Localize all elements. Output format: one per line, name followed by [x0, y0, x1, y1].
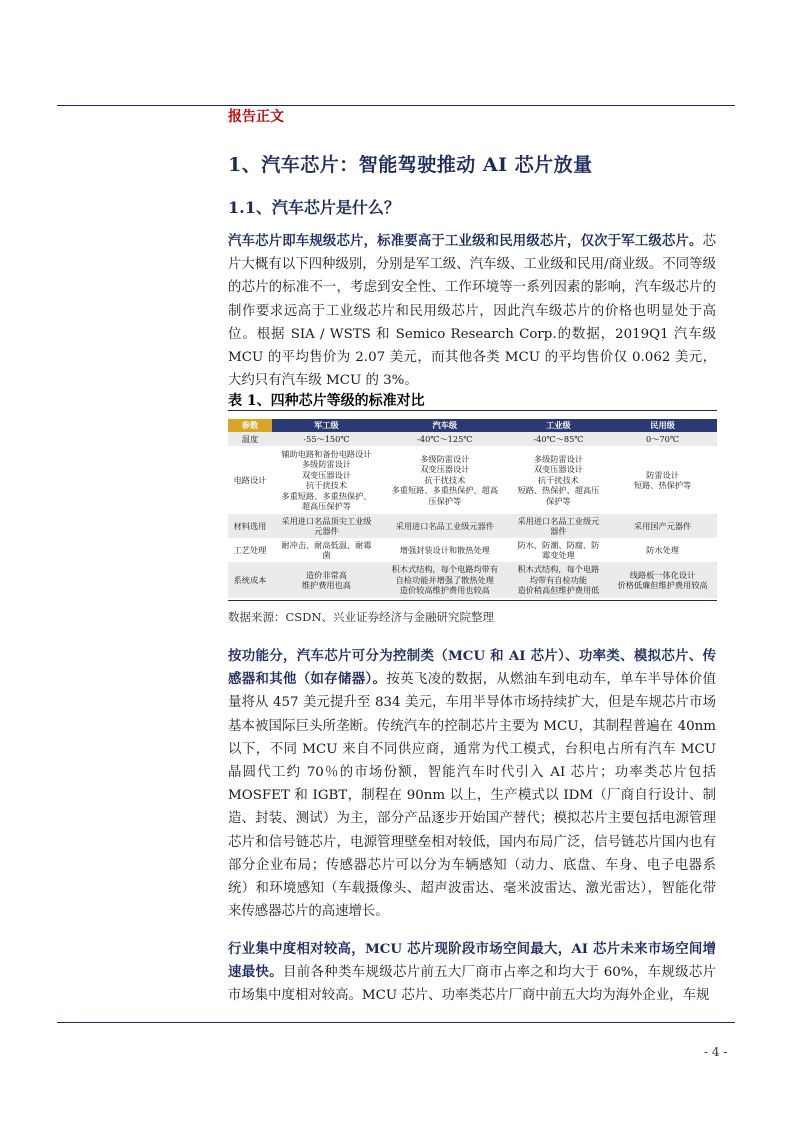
heading-1: 1、汽车芯片：智能驾驶推动 AI 芯片放量	[228, 154, 593, 176]
table-cell: -40℃～85℃	[509, 432, 608, 446]
table-row	[228, 514, 717, 538]
table-row	[228, 446, 717, 514]
page-number: - 4 -	[704, 1045, 728, 1059]
table-cell: 采用进口名品顶尖工业级 元器件	[272, 514, 381, 538]
table-cell: 温度	[228, 432, 272, 446]
table-source: 数据来源：CSDN、兴业证券经济与金融研究院整理	[228, 610, 494, 624]
table-cell: 多级防雷设计 双变压器设计 抗干扰技术 多重短路、多重热保护、超高 压保护等	[391, 453, 499, 506]
table-cell: 材料选用	[228, 514, 272, 538]
table-cell: 耐冲击、耐高低温、耐霉 菌	[281, 539, 372, 560]
table-header-cell: 军工级	[272, 419, 381, 432]
table-row	[228, 562, 717, 598]
table-cell: 采用国产元器件	[608, 514, 717, 538]
paragraph-2-lead: 按功能分，汽车芯片可分为控制类（MCU 和 AI 芯片）、功率类、模拟芯片、传感器和其他（如存储器）。	[228, 648, 716, 688]
table-header-cell: 参数	[228, 419, 272, 432]
paragraph-3-body: 目前各种类车规级芯片前五大厂商市占率之和均大于 60%，车规级芯片市场集中度相对较高。MCU 芯片、功率类芯片厂商中前五大均为海外企业，车规	[228, 965, 716, 1004]
table-row	[228, 538, 717, 562]
paragraph-1-lead: 汽车芯片即车规级芯片，标准要高于工业级和民用级芯片，仅次于军工级芯片。	[228, 233, 703, 249]
table-top-rule	[228, 410, 717, 411]
table-cell: 采用进口名品工业级元 器件	[509, 514, 608, 538]
table-title: 表 1、四种芯片等级的标准对比	[228, 393, 425, 409]
table-cell: 积木式结构，每个电路 均带有自检功能 造价稍高但维护费用低	[509, 562, 608, 598]
paragraph-3-lead: 行业集中度相对较高，MCU 芯片现阶段市场空间最大，AI 芯片未来市场空间增速最快。	[228, 941, 716, 981]
footer-rule	[57, 1022, 735, 1023]
table-cell: 采用进口名品工业级元器件	[381, 514, 509, 538]
table-cell: 防水处理	[646, 544, 679, 555]
table-cell: 辅助电路和备份电路设计 多级防雷设计 双变压器设计 抗干扰技术 多重短路、多重热保护、 超高压保护等	[281, 448, 372, 511]
table-cell: 线路板一体化设计 价格低廉但维护费用较高	[608, 562, 717, 598]
paragraph-2	[228, 645, 716, 923]
table-row	[228, 432, 717, 446]
table-cell: 防水、防潮、防腐、防 霉变处理	[517, 539, 600, 560]
table-cell: 积木式结构，每个电路均带有 自检功能并增强了散热处理 造价较高维护费用也较高	[381, 562, 509, 598]
heading-2: 1.1、汽车芯片是什么？	[228, 198, 400, 217]
table-header-cell: 汽车级	[381, 419, 509, 432]
table-cell: 0～70℃	[608, 432, 717, 446]
table-bottom-rule	[228, 600, 717, 601]
paragraph-1	[228, 230, 716, 392]
table-header-cell: 民用级	[608, 419, 717, 432]
section-tag: 报告正文	[228, 109, 284, 125]
table-cell: 电路设计	[233, 474, 267, 485]
paragraph-3	[228, 938, 716, 1008]
header-rule	[57, 105, 735, 106]
table-header-row	[228, 419, 717, 432]
table-cell: -40℃～125℃	[381, 432, 509, 446]
table-cell: 多级防雷设计 双变压器设计 抗干扰技术 短路、热保护、超高压 保护等	[517, 453, 600, 506]
paragraph-1-body: 芯片大概有以下四种级别，分别是军工级、汽车级、工业级和民用/商业级。不同等级的芯片的标准不一，考虑到安全性、工作环境等一系列因素的影响，汽车级芯片的制作要求远高于工业级芯片和民用级芯片，因此汽车级芯片的价格也明显处于高位。根据 SIA / WSTS 和 Semico Research Corp.的数据，2019Q1 汽车级 MCU 的平均售价为 2.07 美元，而其他各类 MCU 的平均售价仅 0.062 美元，大约只有汽车级 MCU 的 3%。	[228, 234, 716, 389]
table-header-cell: 工业级	[509, 419, 608, 432]
table-cell: -55～150℃	[272, 432, 381, 446]
table-cell: 工艺处理	[233, 544, 267, 555]
table-cell: 防雷设计 短路、热保护等	[633, 469, 692, 490]
standards-table	[228, 419, 717, 598]
table-cell: 造价非常高 维护费用也高	[272, 562, 381, 598]
table-cell: 系统成本	[228, 562, 272, 598]
table-cell: 增强封装设计和散热处理	[399, 544, 490, 555]
paragraph-2-body: 按英飞凌的数据，从燃油车到电动车，单车半导体价值量将从 457 美元提升至 834 美元，车用半导体市场持续扩大，但是车规芯片市场基本被国际巨头所垄断。传统汽车的控制芯片主要为 MCU，其制程普遍在 40nm 以下，不同 MCU 来自不同供应商，通常为代工模式，台积电占所有汽车 MCU 晶圆代工约 70％的市场份额，智能汽车时代引入 AI 芯片；功率类芯片包括 MOSFET 和 IGBT，制程在 90nm 以上，生产模式以 IDM（厂商自行设计、制造、封装、测试）为主，部分产品逐步开始国产替代；模拟芯片主要包括电源管理芯片和信号链芯片，电源管理壁垒相对较低，国内布局广泛，信号链芯片国内也有部分企业布局；传感器芯片可以分为车辆感知（动力、底盘、车身、电子电器系统）和环境感知（车载摄像头、超声波雷达、毫米波雷达、激光雷达），智能化带来传感器芯片的高速增长。	[228, 672, 716, 920]
